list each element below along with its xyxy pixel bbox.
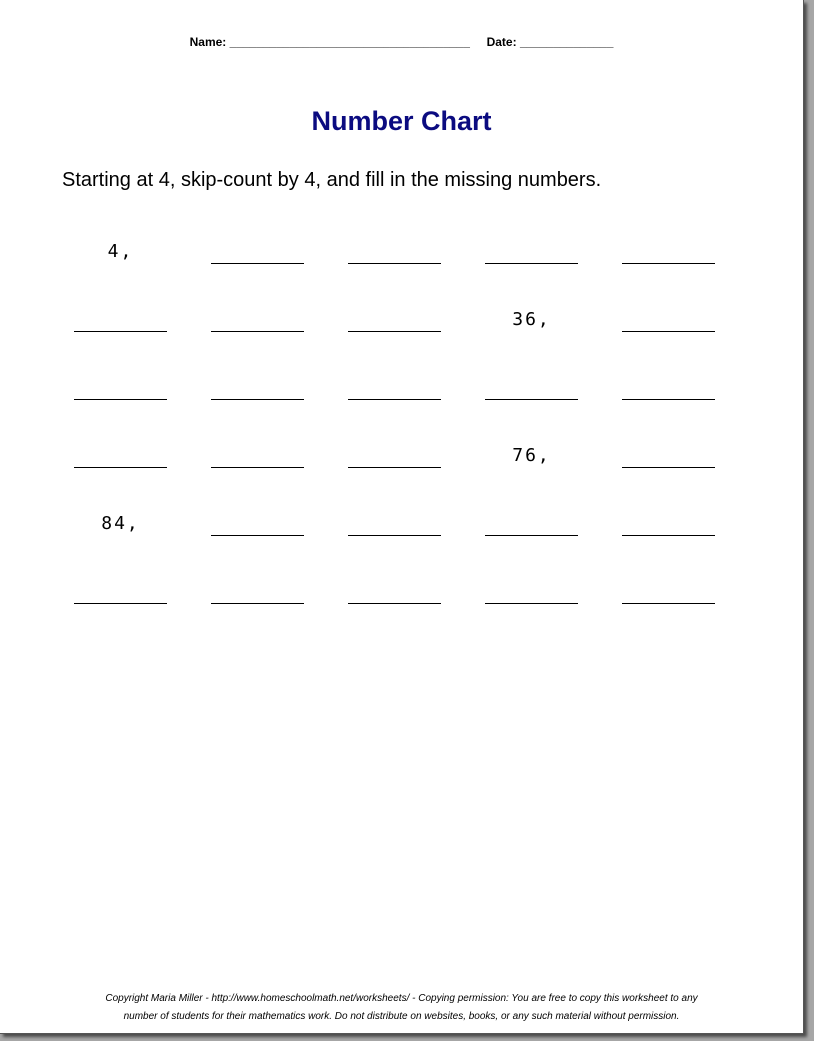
given-number: 76, [512,445,551,466]
answer-blank[interactable] [211,399,304,400]
grid-cell[interactable] [74,574,167,604]
grid-cell [74,234,167,264]
grid-cell[interactable] [211,506,304,536]
grid-cell[interactable] [211,234,304,264]
grid-cell[interactable] [622,302,715,332]
answer-blank[interactable] [348,467,441,468]
grid-cell[interactable] [348,438,441,468]
grid-cell[interactable] [211,370,304,400]
date-label: Date: [486,35,517,49]
given-number: 36, [512,309,551,330]
grid-cell [485,302,578,332]
answer-blank[interactable] [74,603,167,604]
page-title: Number Chart [311,106,492,136]
grid-cell[interactable] [622,506,715,536]
grid-cell[interactable] [74,370,167,400]
answer-blank[interactable] [211,263,304,264]
answer-blank[interactable] [485,399,578,400]
answer-blank[interactable] [348,399,441,400]
grid-cell[interactable] [211,574,304,604]
grid-cell[interactable] [211,302,304,332]
answer-blank[interactable] [211,535,304,536]
answer-blank[interactable] [622,467,715,468]
grid-cell[interactable] [348,370,441,400]
grid-cell[interactable] [485,370,578,400]
answer-blank[interactable] [211,603,304,604]
answer-blank[interactable] [348,331,441,332]
grid-cell [74,506,167,536]
given-number: 84, [101,513,140,534]
answer-blank[interactable] [348,535,441,536]
answer-blank[interactable] [485,535,578,536]
copyright-footer [0,990,803,1026]
answer-blank[interactable] [74,399,167,400]
answer-blank[interactable] [622,263,715,264]
instructions-text: Starting at 4, skip-count by 4, and fill in the missing numbers. [62,169,602,191]
footer-line-1: Copyright Maria Miller - http://www.homeschoolmath.net/worksheets/ - Copying permission: You are free to copy this worksheet to any [105,993,698,1004]
answer-blank[interactable] [211,467,304,468]
grid-cell [485,438,578,468]
grid-cell[interactable] [622,574,715,604]
grid-cell[interactable] [74,438,167,468]
grid-cell[interactable] [622,234,715,264]
date-line: ______________ [519,35,614,49]
grid-cell[interactable] [485,506,578,536]
answer-blank[interactable] [622,399,715,400]
answer-blank[interactable] [622,331,715,332]
name-label: Name: [189,35,227,49]
grid-cell[interactable] [348,302,441,332]
answer-blank[interactable] [348,603,441,604]
grid-cell[interactable] [622,370,715,400]
answer-blank[interactable] [74,467,167,468]
footer-line-2: number of students for their mathematics work. Do not distribute on websites, books, or any such material without permission. [123,1011,680,1022]
grid-cell[interactable] [74,302,167,332]
grid-cell[interactable] [348,234,441,264]
given-number: 4, [107,241,134,262]
grid-cell[interactable] [348,506,441,536]
grid-cell[interactable] [348,574,441,604]
answer-blank[interactable] [485,263,578,264]
grid-cell[interactable] [211,438,304,468]
grid-cell[interactable] [485,234,578,264]
answer-blank[interactable] [74,331,167,332]
answer-blank[interactable] [622,535,715,536]
answer-blank[interactable] [348,263,441,264]
grid-cell[interactable] [622,438,715,468]
name-line: ____________________________________ [229,35,470,49]
answer-blank[interactable] [211,331,304,332]
grid-cell[interactable] [485,574,578,604]
answer-blank[interactable] [485,603,578,604]
answer-blank[interactable] [622,603,715,604]
